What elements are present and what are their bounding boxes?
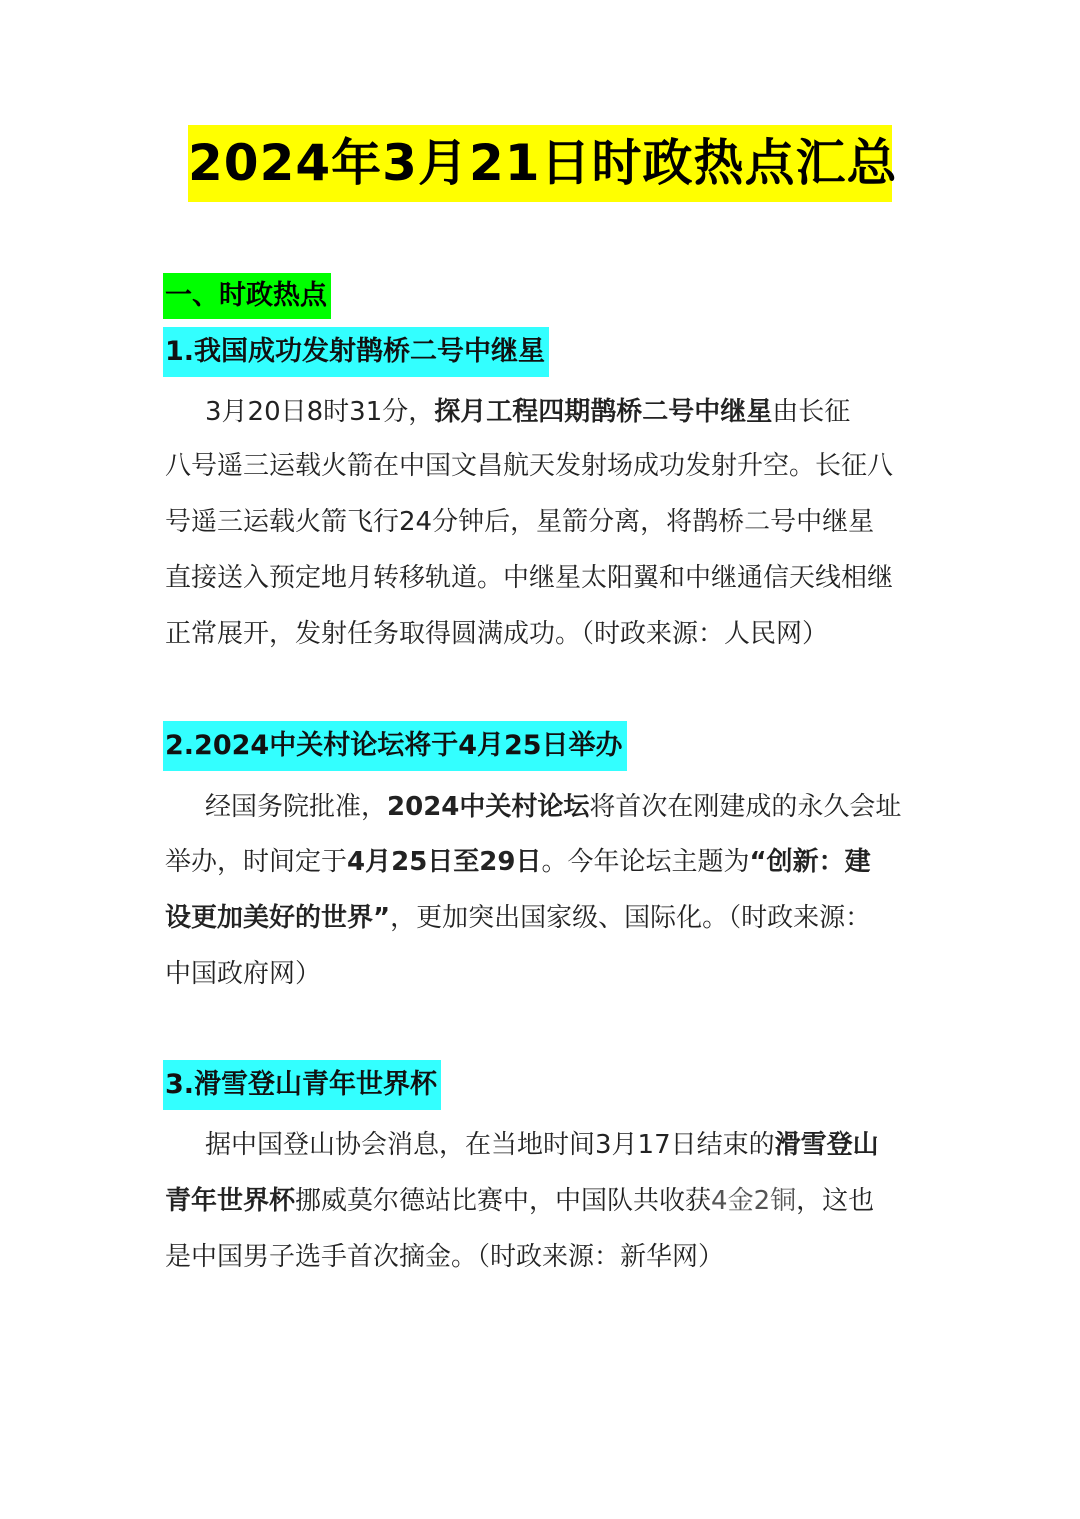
item-heading-3: 3.滑雪登山青年世界杯 [163,1060,441,1110]
paragraph-line: 号遥三运载火箭飞行24分钟后，星箭分离，将鹊桥二号中继星 [165,507,875,537]
paragraph-line: 3月20日8时31分，探月工程四期鹊桥二号中继星由长征 [205,397,851,427]
item-heading-2: 2.2024中关村论坛将于4月25日举办 [163,721,627,771]
paragraph-line: 中国政府网） [165,959,322,989]
paragraph-line: 据中国登山协会消息，在当地时间3月17日结束的滑雪登山 [205,1130,879,1160]
paragraph-line: 设更加美好的世界”，更加突出国家级、国际化。（时政来源： [165,903,872,933]
paragraph-line: 直接送入预定地月转移轨道。中继星太阳翼和中继通信天线相继 [165,563,894,593]
paragraph-line: 青年世界杯挪威莫尔德站比赛中，中国队共收获4金2铜，这也 [165,1186,875,1216]
paragraph-line: 举办，时间定于4月25日至29日。今年论坛主题为“创新：建 [165,847,871,877]
document-title: 2024年3月21日时政热点汇总 [188,125,892,202]
paragraph-line: 正常展开，发射任务取得圆满成功。（时政来源：人民网） [165,619,829,649]
section-heading: 一、时政热点 [163,273,331,319]
paragraph-line: 是中国男子选手首次摘金。（时政来源：新华网） [165,1242,725,1272]
paragraph-line: 八号遥三运载火箭在中国文昌航天发射场成功发射升空。长征八 [165,451,894,481]
paragraph-line: 经国务院批准，2024中关村论坛将首次在刚建成的永久会址 [205,792,902,822]
item-heading-1: 1.我国成功发射鹊桥二号中继星 [163,327,549,377]
